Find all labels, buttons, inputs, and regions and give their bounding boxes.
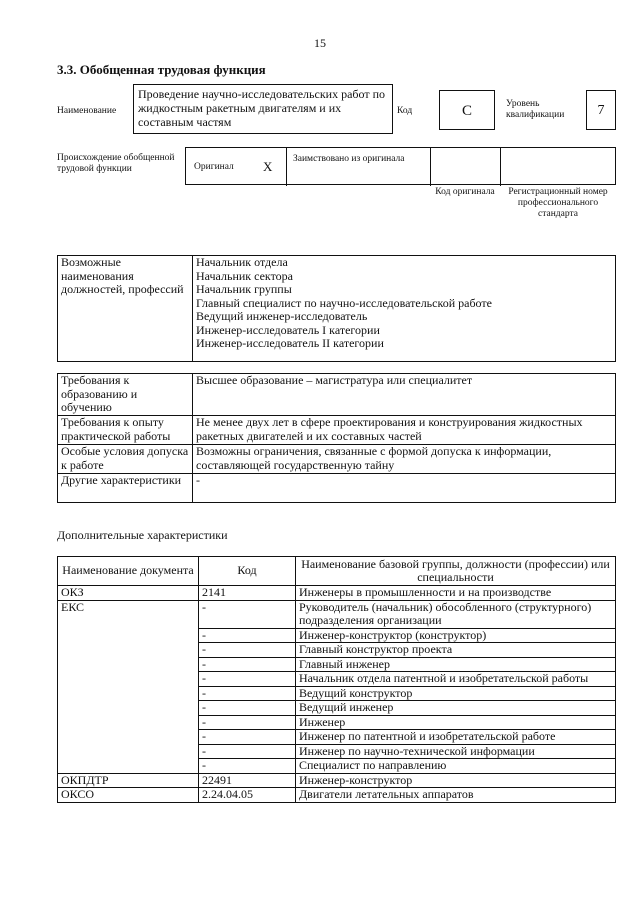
name-label: Наименование	[57, 106, 117, 116]
name-value-box	[133, 84, 393, 134]
cell-name: Инженер-конструктор (конструктор)	[296, 628, 616, 643]
name-value: Проведение научно-исследовательских работ по жидкостным ракетным двигателям и их составным частям	[138, 87, 386, 129]
table-row	[58, 586, 616, 601]
positions-list	[193, 256, 616, 362]
table-row	[58, 445, 616, 474]
cell-code: -	[199, 701, 296, 716]
code-label: Код	[397, 106, 413, 116]
level-label: Уровень квалификации	[506, 99, 565, 120]
cell-code: -	[199, 686, 296, 701]
cell-code: 2141	[199, 586, 296, 601]
cell-doc: ЕКС	[58, 600, 199, 773]
list-item: Начальник сектора	[196, 268, 293, 283]
column-header: Код	[199, 557, 296, 586]
requirement-label: Другие характеристики	[58, 474, 193, 503]
section-title: 3.3. Обобщенная трудовая функция	[57, 62, 266, 77]
cell-doc: ОКЗ	[58, 586, 199, 601]
cell-code: 22491	[199, 773, 296, 788]
list-item: Начальник группы	[196, 282, 292, 296]
cell-name: Инженер по патентной и изобретательской работе	[296, 730, 616, 745]
column-header: Наименование документа	[58, 557, 199, 586]
cell-name: Ведущий конструктор	[296, 686, 616, 701]
list-item: Начальник отдела	[196, 255, 288, 269]
divider	[430, 148, 431, 186]
cell-code: -	[199, 759, 296, 774]
cell-code: 2.24.04.05	[199, 788, 296, 803]
cell-name: Инженеры в промышленности и на производстве	[296, 586, 616, 601]
cell-name: Начальник отдела патентной и изобретательской работы	[296, 672, 616, 687]
cell-code: -	[199, 628, 296, 643]
table-row	[58, 474, 616, 503]
cell-name: Главный конструктор проекта	[296, 643, 616, 658]
cell-code: -	[199, 643, 296, 658]
positions-label: Возможные наименования должностей, профессий	[58, 256, 193, 362]
original-mark: X	[263, 159, 273, 174]
cell-code: -	[199, 715, 296, 730]
list-item: Инженер-исследователь II категории	[196, 336, 384, 350]
list-item: Инженер-исследователь I категории	[196, 322, 380, 337]
requirements-table	[57, 373, 616, 503]
requirement-value: Возможны ограничения, связанные с формой допуска к информации, составляющей государственную тайну	[193, 445, 616, 474]
requirement-value: Высшее образование – магистратура или специалитет	[193, 374, 616, 416]
cell-code: -	[199, 600, 296, 628]
list-item: Ведущий инженер-исследователь	[196, 309, 368, 323]
code-value: C	[439, 90, 495, 130]
cell-doc: ОКПДТР	[58, 773, 199, 788]
cell-name: Ведущий инженер	[296, 701, 616, 716]
table-row	[58, 416, 616, 445]
requirement-label: Особые условия допуска к работе	[58, 445, 193, 474]
cell-code: -	[199, 730, 296, 745]
divider	[286, 148, 287, 186]
cell-name: Инженер по научно-технической информации	[296, 744, 616, 759]
positions-table	[57, 255, 616, 362]
table-row	[58, 773, 616, 788]
reg-number-caption: Регистрационный номер профессионального стандарта	[508, 187, 608, 219]
list-item: Главный специалист по научно-исследовательской работе	[196, 295, 492, 310]
origin-label: Происхождение обобщенной трудовой функции	[57, 153, 175, 174]
cell-name: Специалист по направлению	[296, 759, 616, 774]
cell-name: Руководитель (начальник) обособленного (структурного) подразделения организации	[296, 600, 616, 628]
divider	[500, 148, 501, 186]
level-value: 7	[586, 90, 616, 130]
additional-title: Дополнительные характеристики	[57, 528, 228, 542]
cell-code: -	[199, 657, 296, 672]
additional-table	[57, 556, 616, 803]
cell-doc: ОКСО	[58, 788, 199, 803]
column-header: Наименование базовой группы, должности (профессии) или специальности	[296, 557, 616, 586]
table-row	[58, 788, 616, 803]
cell-name: Двигатели летательных аппаратов	[296, 788, 616, 803]
requirement-label: Требования к опыту практической работы	[58, 416, 193, 445]
table-row	[58, 374, 616, 416]
requirement-value: Не менее двух лет в сфере проектирования и конструирования жидкостных ракетных двигателей и их составных частей	[193, 416, 616, 445]
origin-box	[185, 147, 616, 185]
borrowed-label: Заимствовано из оригинала	[293, 154, 405, 164]
cell-code: -	[199, 744, 296, 759]
cell-code: -	[199, 672, 296, 687]
cell-name: Инженер	[296, 715, 616, 730]
original-label: Оригинал	[194, 162, 234, 172]
cell-name: Главный инженер	[296, 657, 616, 672]
requirement-value: -	[193, 474, 616, 503]
code-original-caption: Код оригинала	[435, 187, 495, 197]
cell-name: Инженер-конструктор	[296, 773, 616, 788]
requirement-label: Требования к образованию и обучению	[58, 374, 193, 416]
table-header-row	[58, 557, 616, 586]
table-row	[58, 600, 616, 628]
page-number: 15	[314, 36, 326, 50]
